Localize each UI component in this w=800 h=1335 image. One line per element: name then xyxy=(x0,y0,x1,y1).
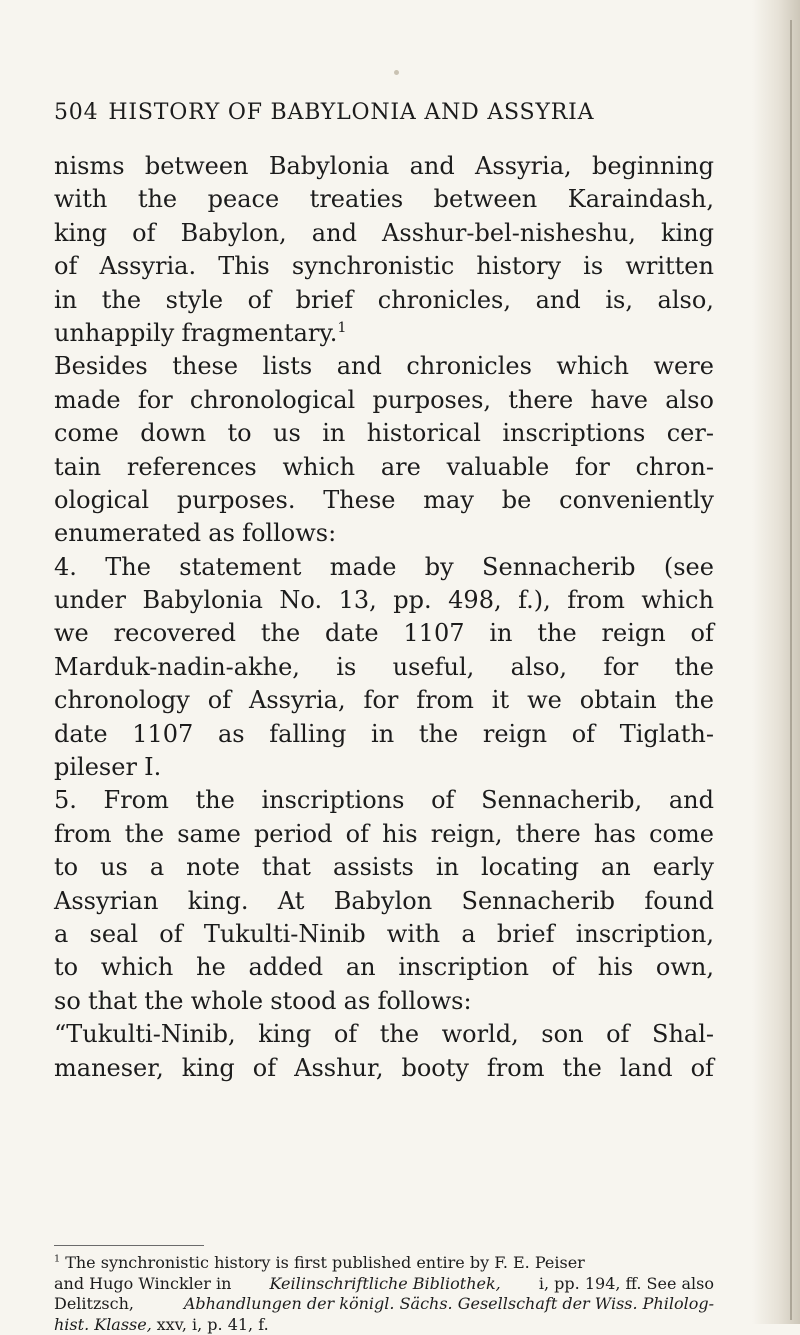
word: come xyxy=(649,818,714,851)
word: cer- xyxy=(667,417,714,450)
word: Babylon, xyxy=(181,217,287,250)
word: added xyxy=(249,951,324,984)
word: us xyxy=(100,851,128,884)
word: with xyxy=(387,918,440,951)
text-line xyxy=(54,784,714,817)
word: in xyxy=(371,718,394,751)
word: references xyxy=(127,451,257,484)
word: king xyxy=(661,217,714,250)
word: inscription xyxy=(398,951,529,984)
word: 1107 xyxy=(132,718,193,751)
word: also, xyxy=(658,284,714,317)
word: ological xyxy=(54,484,149,517)
text-line xyxy=(54,818,714,851)
footnote xyxy=(54,1253,714,1335)
word: and xyxy=(669,784,714,817)
word: from xyxy=(487,1052,545,1085)
word: These xyxy=(323,484,395,517)
word: king xyxy=(258,1018,311,1051)
word: Marduk-nadin-akhe, xyxy=(54,651,300,684)
text-line xyxy=(54,417,714,450)
word: his xyxy=(598,951,633,984)
footnote-text: The synchronistic history is first published entire by F. E. Peiser xyxy=(65,1253,585,1272)
word: inscriptions xyxy=(502,417,645,450)
word: a xyxy=(150,851,164,884)
word: son xyxy=(541,1018,583,1051)
word: same xyxy=(177,818,241,851)
word: of xyxy=(552,951,575,984)
word: there xyxy=(516,818,581,851)
word: and xyxy=(536,284,581,317)
word: Sennacherib, xyxy=(481,784,642,817)
word: may xyxy=(423,484,474,517)
footnote-marker: 1 xyxy=(54,1254,60,1265)
word: Shal- xyxy=(652,1018,714,1051)
body-text xyxy=(54,150,714,1085)
word: have xyxy=(590,384,648,417)
word: be xyxy=(502,484,532,517)
text-line xyxy=(54,751,714,784)
text-line xyxy=(54,384,714,417)
text-line xyxy=(54,651,714,684)
text-line xyxy=(54,1052,714,1085)
word: king xyxy=(54,217,107,250)
word: treaties xyxy=(310,183,403,216)
word: history xyxy=(476,250,561,283)
word: to xyxy=(54,951,78,984)
word: Besides xyxy=(54,350,148,383)
word: the xyxy=(675,684,714,717)
running-header xyxy=(54,100,594,125)
word: obtain xyxy=(580,684,657,717)
word: 13, xyxy=(339,584,377,617)
word: land xyxy=(620,1052,673,1085)
word: assists xyxy=(333,851,414,884)
word: from xyxy=(54,818,112,851)
word: At xyxy=(278,885,305,918)
word: Assyria. xyxy=(100,250,197,283)
word: there xyxy=(508,384,573,417)
word: the xyxy=(125,818,164,851)
word: were xyxy=(654,350,714,383)
word: by xyxy=(425,551,454,584)
word: style xyxy=(166,284,223,317)
word: which xyxy=(283,451,356,484)
word: written xyxy=(625,250,714,283)
word: follows: xyxy=(242,517,336,550)
footnote-line xyxy=(54,1294,714,1315)
word: locating xyxy=(481,851,579,884)
word: he xyxy=(196,951,226,984)
word: found xyxy=(644,885,714,918)
word: of xyxy=(159,918,182,951)
word: From xyxy=(104,784,169,817)
word: reign xyxy=(483,718,547,751)
word: valuable xyxy=(447,451,550,484)
word: king. xyxy=(188,885,249,918)
word: for xyxy=(364,684,399,717)
word: Tiglath- xyxy=(620,718,714,751)
word: with xyxy=(54,183,107,216)
word: 1107 xyxy=(403,617,464,650)
page-number: 504 xyxy=(54,100,98,125)
word: which xyxy=(101,951,174,984)
word: statement xyxy=(179,551,301,584)
text-line xyxy=(54,517,714,550)
word: 5. xyxy=(54,784,77,817)
word: conveniently xyxy=(559,484,714,517)
footnote-line xyxy=(54,1274,714,1295)
word: reign xyxy=(602,617,666,650)
footnote-reference: 1 xyxy=(337,320,346,336)
word: of xyxy=(572,718,595,751)
word: the xyxy=(562,1052,601,1085)
word: for xyxy=(603,651,638,684)
word: useful, xyxy=(393,651,475,684)
word: world, xyxy=(442,1018,519,1051)
footnote-text: and Hugo Winckler in xyxy=(54,1274,231,1295)
text-line xyxy=(54,317,714,350)
word: lists xyxy=(263,350,313,383)
word: “Tukulti-Ninib, xyxy=(54,1018,236,1051)
word: unhappily xyxy=(54,317,174,350)
word: an xyxy=(346,951,376,984)
page-edge-line xyxy=(790,20,792,1320)
word: No. xyxy=(279,584,322,617)
paper-speck xyxy=(394,70,399,75)
word: of xyxy=(431,784,454,817)
word: as xyxy=(218,718,245,751)
word: from xyxy=(416,684,474,717)
word: that xyxy=(88,985,137,1018)
footnote-rule xyxy=(54,1245,204,1246)
word: fragmentary.$^1$ xyxy=(182,317,347,350)
text-line xyxy=(54,250,714,283)
text-line xyxy=(54,584,714,617)
word: recovered xyxy=(114,617,236,650)
word: peace xyxy=(208,183,280,216)
word: chronicles xyxy=(406,350,532,383)
word: the xyxy=(537,617,576,650)
footnote-text: i, pp. 194, ff. See also xyxy=(539,1274,714,1295)
word: between xyxy=(434,183,538,216)
word: the xyxy=(196,784,235,817)
word: inscriptions xyxy=(261,784,404,817)
word: Asshur, xyxy=(294,1052,383,1085)
word: Karaindash, xyxy=(568,183,714,216)
word: purposes. xyxy=(177,484,296,517)
word: made xyxy=(54,384,121,417)
text-line xyxy=(54,918,714,951)
footnote-journal-title: Abhandlungen der königl. Sächs. Gesellschaft der Wiss. Philolog- xyxy=(184,1294,714,1315)
text-line xyxy=(54,350,714,383)
word: as xyxy=(344,985,371,1018)
word: in xyxy=(54,284,77,317)
word: it xyxy=(492,684,509,717)
word: reign, xyxy=(431,818,503,851)
word: these xyxy=(172,350,238,383)
word: date xyxy=(54,718,108,751)
word: the xyxy=(138,183,177,216)
word: the xyxy=(144,985,183,1018)
word: of xyxy=(208,684,231,717)
word: chronological xyxy=(190,384,355,417)
word: whole xyxy=(191,985,263,1018)
word: This xyxy=(218,250,269,283)
word: Assyria, xyxy=(475,150,572,183)
word: 4. xyxy=(54,551,77,584)
word: the xyxy=(261,617,300,650)
text-line xyxy=(54,951,714,984)
word: of xyxy=(54,250,77,283)
word: follows: xyxy=(377,985,471,1018)
word: enumerated xyxy=(54,517,201,550)
word: falling xyxy=(269,718,346,751)
word: tain xyxy=(54,451,101,484)
word: f.), xyxy=(518,584,551,617)
word: nisms xyxy=(54,150,125,183)
page-edge-shadow xyxy=(752,0,800,1324)
word: booty xyxy=(401,1052,468,1085)
word: chronicles, xyxy=(378,284,511,317)
word: from xyxy=(567,584,625,617)
word: so xyxy=(54,985,81,1018)
word: his xyxy=(382,818,417,851)
word: of xyxy=(691,1052,714,1085)
word: a xyxy=(54,918,68,951)
footnote-author: Delitzsch, xyxy=(54,1294,134,1315)
word: of xyxy=(346,818,369,851)
word: in xyxy=(322,417,345,450)
word: inscription, xyxy=(576,918,714,951)
word: in xyxy=(436,851,459,884)
word: of xyxy=(248,284,271,317)
word: between xyxy=(145,150,249,183)
word: the xyxy=(419,718,458,751)
word: own, xyxy=(656,951,714,984)
word: king xyxy=(182,1052,235,1085)
word: (see xyxy=(664,551,714,584)
footnote-journal-title: hist. Klasse, xyxy=(54,1315,152,1335)
word: an xyxy=(601,851,631,884)
text-line xyxy=(54,718,714,751)
running-title: HISTORY OF BABYLONIA AND ASSYRIA xyxy=(108,100,594,125)
text-line xyxy=(54,851,714,884)
word: down xyxy=(140,417,206,450)
word: I. xyxy=(144,751,161,784)
word: chron- xyxy=(636,451,714,484)
word: stood xyxy=(270,985,336,1018)
word: Asshur-bel-nisheshu, xyxy=(382,217,636,250)
word: brief xyxy=(497,918,555,951)
word: we xyxy=(54,617,89,650)
word: The xyxy=(105,551,151,584)
word: Assyrian xyxy=(54,885,158,918)
word: are xyxy=(381,451,421,484)
word: and xyxy=(337,350,382,383)
word: chronology xyxy=(54,684,190,717)
word: purposes, xyxy=(372,384,491,417)
word: date xyxy=(325,617,379,650)
word: which xyxy=(641,584,714,617)
word: which xyxy=(556,350,629,383)
text-line xyxy=(54,985,714,1018)
word: we xyxy=(527,684,562,717)
word: come xyxy=(54,417,119,450)
word: Sennacherib xyxy=(482,551,635,584)
text-line xyxy=(54,684,714,717)
word: also, xyxy=(511,651,567,684)
word: is, xyxy=(605,284,633,317)
word: pp. xyxy=(393,584,431,617)
word: brief xyxy=(296,284,354,317)
footnote-line-1 xyxy=(54,1253,585,1274)
text-line xyxy=(54,284,714,317)
footnote-book-title: Keilinschriftliche Bibliothek, xyxy=(270,1274,501,1295)
text-line xyxy=(54,1018,714,1051)
word: early xyxy=(653,851,714,884)
word: of xyxy=(606,1018,629,1051)
word: the xyxy=(675,651,714,684)
text-line xyxy=(54,183,714,216)
text-line xyxy=(54,217,714,250)
word: period xyxy=(254,818,333,851)
word: maneser, xyxy=(54,1052,164,1085)
word: and xyxy=(312,217,357,250)
word: 498, xyxy=(448,584,501,617)
word: seal xyxy=(90,918,139,951)
word: for xyxy=(138,384,173,417)
word: Sennacherib xyxy=(462,885,615,918)
text-line xyxy=(54,451,714,484)
word: us xyxy=(273,417,301,450)
word: Babylonia xyxy=(269,150,389,183)
word: under xyxy=(54,584,126,617)
word: in xyxy=(489,617,512,650)
footnote-line xyxy=(54,1315,714,1335)
word: to xyxy=(54,851,78,884)
footnote-line xyxy=(54,1253,714,1274)
word: is xyxy=(583,250,603,283)
word: note xyxy=(186,851,240,884)
word: and xyxy=(410,150,455,183)
word: pileser xyxy=(54,751,137,784)
word: of xyxy=(132,217,155,250)
word: Tukulti-Ninib xyxy=(204,918,366,951)
word: made xyxy=(330,551,397,584)
word: that xyxy=(262,851,311,884)
word: for xyxy=(575,451,610,484)
word: beginning xyxy=(592,150,714,183)
word: the xyxy=(102,284,141,317)
word: as xyxy=(208,517,235,550)
word: Babylonia xyxy=(142,584,262,617)
word: to xyxy=(228,417,252,450)
word: has xyxy=(594,818,636,851)
text-line xyxy=(54,617,714,650)
word: of xyxy=(691,617,714,650)
word: the xyxy=(380,1018,419,1051)
word: Babylon xyxy=(334,885,432,918)
word: synchronistic xyxy=(292,250,454,283)
word: historical xyxy=(367,417,481,450)
word: a xyxy=(461,918,475,951)
word: Assyria, xyxy=(249,684,346,717)
word: of xyxy=(334,1018,357,1051)
text-line xyxy=(54,885,714,918)
word: is xyxy=(336,651,356,684)
footnote-text: xxv, i, p. 41, f. xyxy=(157,1315,269,1335)
text-line xyxy=(54,551,714,584)
text-line xyxy=(54,484,714,517)
word: also xyxy=(665,384,714,417)
word: of xyxy=(253,1052,276,1085)
text-line xyxy=(54,150,714,183)
